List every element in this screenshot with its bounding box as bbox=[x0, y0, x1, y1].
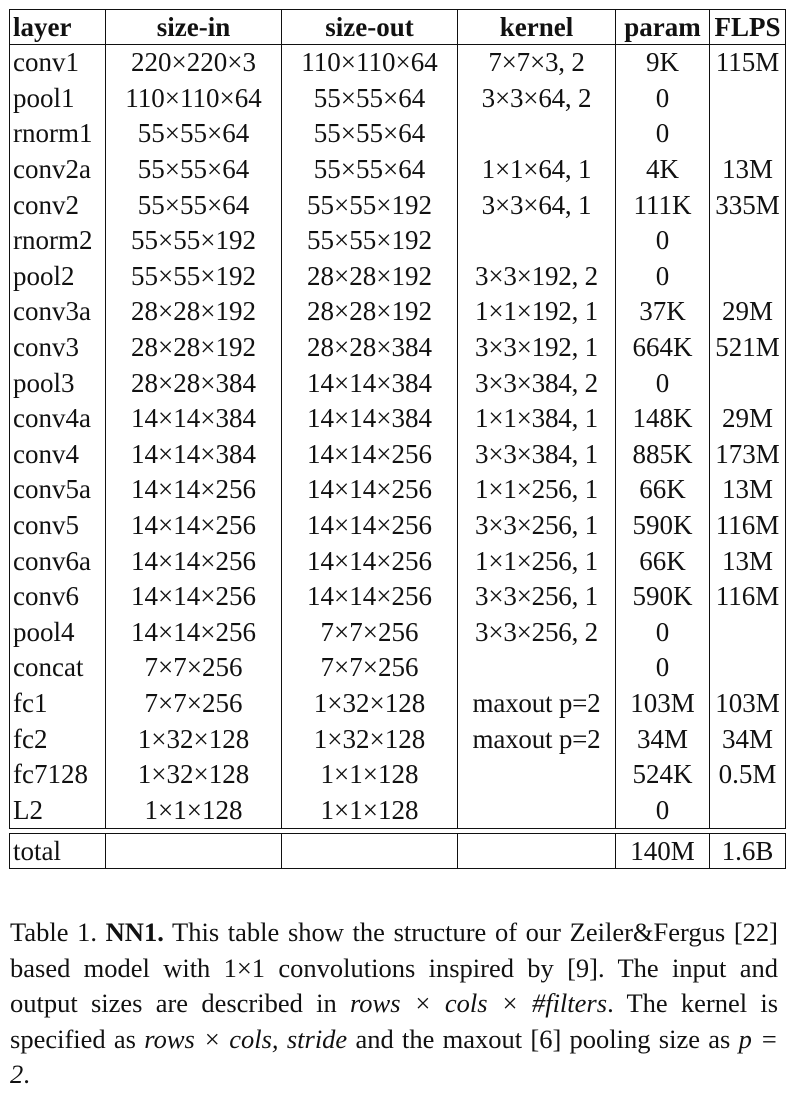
cell-layer: fc2 bbox=[10, 721, 106, 757]
caption-text-4: . bbox=[23, 1059, 30, 1090]
total-param: 140M bbox=[616, 834, 710, 869]
cell-kernel: 3×3×256, 2 bbox=[458, 615, 616, 651]
cell-flps bbox=[710, 81, 786, 117]
cell-param: 0 bbox=[616, 116, 710, 152]
cell-kernel: 1×1×192, 1 bbox=[458, 294, 616, 330]
cell-kernel: 3×3×256, 1 bbox=[458, 508, 616, 544]
cell-size-in: 1×32×128 bbox=[106, 721, 282, 757]
cell-flps: 13M bbox=[710, 472, 786, 508]
table-row bbox=[10, 792, 786, 828]
cell-layer: conv2a bbox=[10, 152, 106, 188]
cell-size-out: 55×55×192 bbox=[282, 187, 458, 223]
total-kernel bbox=[458, 834, 616, 869]
cell-size-in: 28×28×192 bbox=[106, 330, 282, 366]
table-row bbox=[10, 686, 786, 722]
cell-size-in: 55×55×192 bbox=[106, 223, 282, 259]
cell-flps: 116M bbox=[710, 579, 786, 615]
cell-param: 0 bbox=[616, 615, 710, 651]
cell-kernel: 3×3×384, 2 bbox=[458, 365, 616, 401]
table-row bbox=[10, 152, 786, 188]
cell-flps: 13M bbox=[710, 543, 786, 579]
cell-size-out: 14×14×256 bbox=[282, 508, 458, 544]
cell-flps: 0.5M bbox=[710, 757, 786, 793]
cell-kernel: 3×3×64, 2 bbox=[458, 81, 616, 117]
cell-param: 0 bbox=[616, 223, 710, 259]
table-row bbox=[10, 508, 786, 544]
table-row bbox=[10, 187, 786, 223]
cell-kernel: maxout p=2 bbox=[458, 721, 616, 757]
cell-size-out: 55×55×192 bbox=[282, 223, 458, 259]
cell-kernel: 3×3×256, 1 bbox=[458, 579, 616, 615]
total-flps: 1.6B bbox=[710, 834, 786, 869]
table-row bbox=[10, 294, 786, 330]
total-size-out bbox=[282, 834, 458, 869]
cell-flps: 521M bbox=[710, 330, 786, 366]
caption-kernel-expression: rows × cols, stride bbox=[144, 1023, 348, 1054]
cell-kernel bbox=[458, 757, 616, 793]
cell-size-out: 1×1×128 bbox=[282, 757, 458, 793]
cell-param: 664K bbox=[616, 330, 710, 366]
cell-size-out: 28×28×192 bbox=[282, 259, 458, 295]
cell-layer: conv5 bbox=[10, 508, 106, 544]
cell-size-out: 28×28×384 bbox=[282, 330, 458, 366]
cell-param: 66K bbox=[616, 543, 710, 579]
cell-size-in: 55×55×64 bbox=[106, 152, 282, 188]
cell-size-out: 14×14×256 bbox=[282, 472, 458, 508]
cell-size-in: 220×220×3 bbox=[106, 45, 282, 81]
cell-param: 34M bbox=[616, 721, 710, 757]
cell-kernel: 3×3×192, 2 bbox=[458, 259, 616, 295]
table-row bbox=[10, 259, 786, 295]
table-row bbox=[10, 401, 786, 437]
table-row bbox=[10, 615, 786, 651]
header-flps: FLPS bbox=[710, 10, 786, 45]
caption-text-2: . The kernel is specified as bbox=[10, 988, 779, 1054]
cell-layer: pool3 bbox=[10, 365, 106, 401]
cell-flps: 34M bbox=[710, 721, 786, 757]
cell-param: 0 bbox=[616, 365, 710, 401]
table-row bbox=[10, 650, 786, 686]
cell-layer: conv6a bbox=[10, 543, 106, 579]
header-param: param bbox=[616, 10, 710, 45]
cell-kernel bbox=[458, 223, 616, 259]
cell-layer: conv6 bbox=[10, 579, 106, 615]
cell-flps: 335M bbox=[710, 187, 786, 223]
cell-flps: 13M bbox=[710, 152, 786, 188]
caption-title: NN1. bbox=[105, 917, 164, 947]
cell-layer: pool1 bbox=[10, 81, 106, 117]
table-row bbox=[10, 223, 786, 259]
cell-size-out: 110×110×64 bbox=[282, 45, 458, 81]
cell-size-out: 7×7×256 bbox=[282, 650, 458, 686]
cell-flps bbox=[710, 650, 786, 686]
cell-kernel: 3×3×192, 1 bbox=[458, 330, 616, 366]
header-layer: layer bbox=[10, 10, 106, 45]
cell-layer: conv4 bbox=[10, 437, 106, 473]
cell-size-in: 7×7×256 bbox=[106, 650, 282, 686]
cell-layer: L2 bbox=[10, 792, 106, 828]
cell-size-in: 28×28×192 bbox=[106, 294, 282, 330]
cell-layer: conv3a bbox=[10, 294, 106, 330]
cell-param: 9K bbox=[616, 45, 710, 81]
cell-kernel: 1×1×256, 1 bbox=[458, 472, 616, 508]
cell-size-in: 14×14×256 bbox=[106, 615, 282, 651]
cell-flps bbox=[710, 116, 786, 152]
cell-param: 590K bbox=[616, 579, 710, 615]
cell-kernel bbox=[458, 116, 616, 152]
table-row bbox=[10, 116, 786, 152]
cell-size-in: 14×14×256 bbox=[106, 579, 282, 615]
caption-text-1: This table show the structure of our Zeiler&Fergus [22] based model with 1×1 convolutions inspired by [9]. The input and output sizes are described in bbox=[10, 917, 778, 1019]
cell-kernel: maxout p=2 bbox=[458, 686, 616, 722]
cell-size-in: 55×55×64 bbox=[106, 116, 282, 152]
table-row bbox=[10, 579, 786, 615]
caption-dims-expression: rows × cols × #filters bbox=[349, 988, 608, 1019]
cell-kernel bbox=[458, 792, 616, 828]
cell-size-out: 1×32×128 bbox=[282, 721, 458, 757]
cell-layer: fc1 bbox=[10, 686, 106, 722]
cell-param: 0 bbox=[616, 259, 710, 295]
table-row bbox=[10, 472, 786, 508]
cell-param: 0 bbox=[616, 792, 710, 828]
table-row bbox=[10, 45, 786, 81]
cell-kernel: 1×1×64, 1 bbox=[458, 152, 616, 188]
cell-flps: 29M bbox=[710, 401, 786, 437]
table-row bbox=[10, 437, 786, 473]
cell-layer: conv5a bbox=[10, 472, 106, 508]
cell-size-out: 14×14×384 bbox=[282, 401, 458, 437]
cell-layer: conv2 bbox=[10, 187, 106, 223]
cell-size-out: 55×55×64 bbox=[282, 116, 458, 152]
cell-flps bbox=[710, 615, 786, 651]
table-row bbox=[10, 330, 786, 366]
cell-kernel: 3×3×64, 1 bbox=[458, 187, 616, 223]
cell-layer: conv3 bbox=[10, 330, 106, 366]
cell-size-in: 14×14×256 bbox=[106, 472, 282, 508]
cell-param: 885K bbox=[616, 437, 710, 473]
cell-layer: pool2 bbox=[10, 259, 106, 295]
cell-flps bbox=[710, 365, 786, 401]
table-body bbox=[10, 45, 786, 829]
cell-flps bbox=[710, 792, 786, 828]
cell-flps bbox=[710, 259, 786, 295]
cell-layer: pool4 bbox=[10, 615, 106, 651]
cell-kernel: 7×7×3, 2 bbox=[458, 45, 616, 81]
cell-kernel: 1×1×384, 1 bbox=[458, 401, 616, 437]
header-size-in: size-in bbox=[106, 10, 282, 45]
table-row bbox=[10, 721, 786, 757]
header-size-out: size-out bbox=[282, 10, 458, 45]
cell-param: 590K bbox=[616, 508, 710, 544]
table-row bbox=[10, 81, 786, 117]
cell-size-in: 14×14×256 bbox=[106, 508, 282, 544]
cell-kernel: 3×3×384, 1 bbox=[458, 437, 616, 473]
cell-flps: 115M bbox=[710, 45, 786, 81]
cell-param: 524K bbox=[616, 757, 710, 793]
cell-size-out: 1×1×128 bbox=[282, 792, 458, 828]
cell-size-in: 14×14×384 bbox=[106, 437, 282, 473]
cell-size-out: 1×32×128 bbox=[282, 686, 458, 722]
table-row bbox=[10, 757, 786, 793]
cell-kernel: 1×1×256, 1 bbox=[458, 543, 616, 579]
cell-size-out: 55×55×64 bbox=[282, 152, 458, 188]
cell-size-out: 14×14×256 bbox=[282, 437, 458, 473]
cell-layer: concat bbox=[10, 650, 106, 686]
caption-text-3: and the maxout [6] pooling size as bbox=[355, 1023, 731, 1054]
table-total-row bbox=[10, 834, 786, 869]
cell-size-out: 28×28×192 bbox=[282, 294, 458, 330]
cell-layer: fc7128 bbox=[10, 757, 106, 793]
cell-param: 148K bbox=[616, 401, 710, 437]
cell-flps bbox=[710, 223, 786, 259]
cell-size-in: 28×28×384 bbox=[106, 365, 282, 401]
cell-param: 66K bbox=[616, 472, 710, 508]
table-row bbox=[10, 543, 786, 579]
caption-prefix: Table 1. bbox=[10, 917, 98, 947]
cell-param: 37K bbox=[616, 294, 710, 330]
cell-param: 103M bbox=[616, 686, 710, 722]
cell-size-in: 1×1×128 bbox=[106, 792, 282, 828]
cell-param: 0 bbox=[616, 650, 710, 686]
cell-size-in: 7×7×256 bbox=[106, 686, 282, 722]
cell-param: 4K bbox=[616, 152, 710, 188]
table-row bbox=[10, 365, 786, 401]
cell-flps: 173M bbox=[710, 437, 786, 473]
cell-flps: 29M bbox=[710, 294, 786, 330]
table-caption bbox=[10, 915, 778, 1093]
cell-size-out: 14×14×256 bbox=[282, 579, 458, 615]
total-layer: total bbox=[10, 834, 106, 869]
cell-size-in: 14×14×384 bbox=[106, 401, 282, 437]
cell-size-in: 14×14×256 bbox=[106, 543, 282, 579]
cell-flps: 116M bbox=[710, 508, 786, 544]
cell-size-in: 1×32×128 bbox=[106, 757, 282, 793]
cell-flps: 103M bbox=[710, 686, 786, 722]
cell-size-in: 55×55×64 bbox=[106, 187, 282, 223]
cell-size-out: 14×14×256 bbox=[282, 543, 458, 579]
header-kernel: kernel bbox=[458, 10, 616, 45]
cell-layer: rnorm2 bbox=[10, 223, 106, 259]
cell-size-in: 110×110×64 bbox=[106, 81, 282, 117]
cell-layer: rnorm1 bbox=[10, 116, 106, 152]
cell-layer: conv4a bbox=[10, 401, 106, 437]
cell-param: 0 bbox=[616, 81, 710, 117]
cell-kernel bbox=[458, 650, 616, 686]
cell-param: 111K bbox=[616, 187, 710, 223]
total-size-in bbox=[106, 834, 282, 869]
caption-p-expression: p = 2 bbox=[10, 1023, 778, 1090]
cell-size-out: 55×55×64 bbox=[282, 81, 458, 117]
cell-layer: conv1 bbox=[10, 45, 106, 81]
cell-size-out: 14×14×384 bbox=[282, 365, 458, 401]
network-structure-table bbox=[9, 9, 786, 869]
cell-size-out: 7×7×256 bbox=[282, 615, 458, 651]
table-header-row bbox=[10, 10, 786, 45]
cell-size-in: 55×55×192 bbox=[106, 259, 282, 295]
